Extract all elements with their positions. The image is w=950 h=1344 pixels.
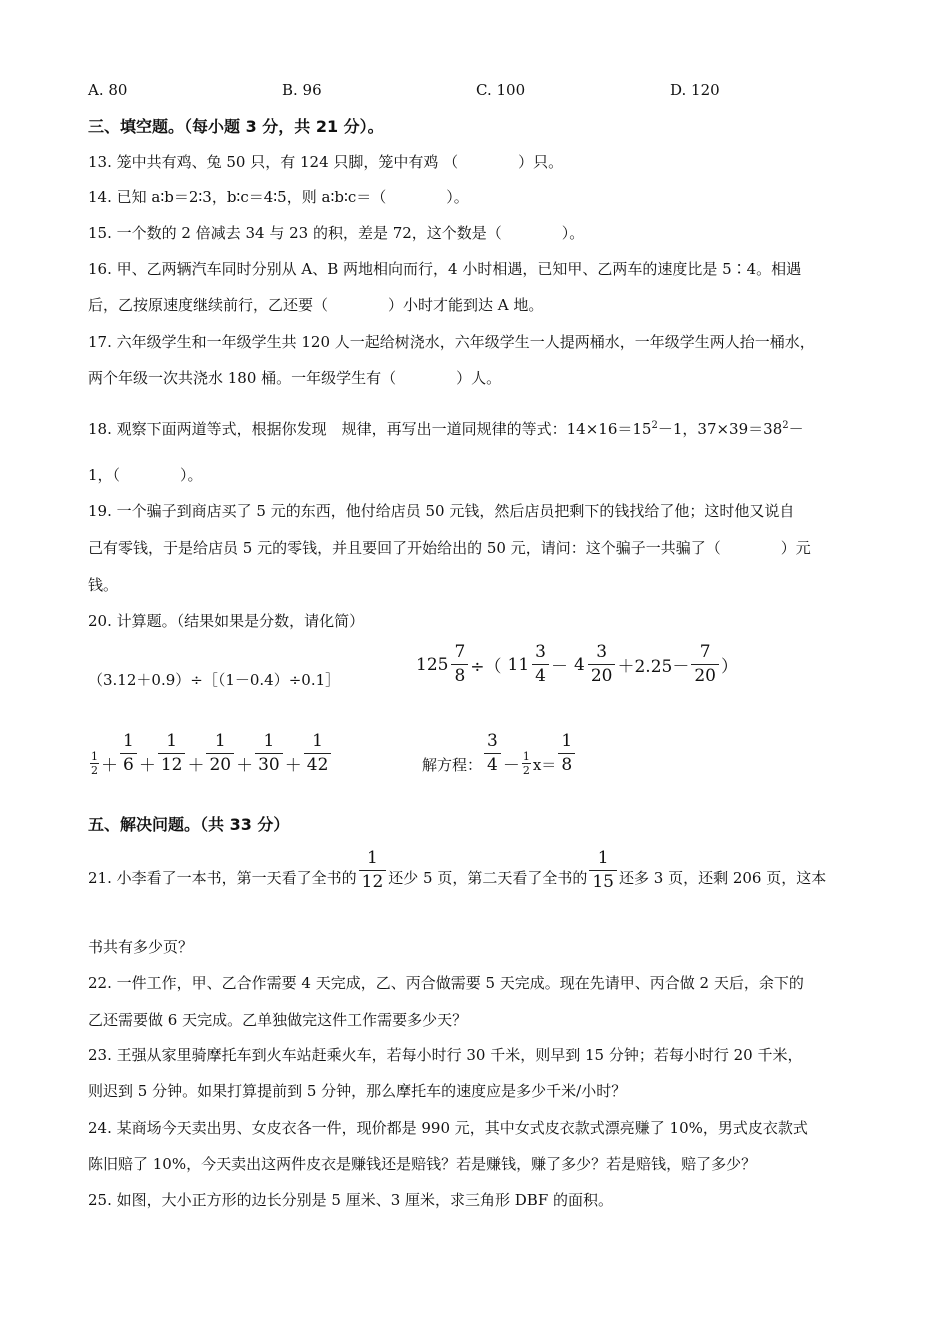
fraction: $\frac{1}{12}$	[359, 850, 387, 891]
question-20: 20. 计算题。（结果如果是分数，请化简）	[88, 612, 365, 630]
question-18-line1	[88, 416, 804, 439]
question-21-line2: 书共有多少页？	[88, 938, 194, 956]
fraction: $\frac{3}{4}$	[532, 644, 549, 685]
fraction: $\frac{1}{8}$	[558, 733, 575, 774]
question-24-line2: 陈旧赔了 10%，今天卖出这两件皮衣是赚钱还是赔钱？若是赚钱，赚了多少？若是赔钱，赔了多少？	[88, 1155, 757, 1173]
fraction: $\frac{1}{15}$	[589, 850, 617, 891]
question-22-line2: 乙还需要做 6 天完成。乙单独做完这件工作需要多少天？	[88, 1011, 468, 1029]
question-14: 14. 已知 a∶b＝2∶3，b∶c＝4∶5，则 a∶b∶c＝（ ）。	[88, 188, 469, 206]
question-23-line1: 23. 王强从家里骑摩托车到火车站赶乘火车，若每小时行 30 千米，则早到 15 分钟；若每小时行 20 千米，	[88, 1046, 803, 1064]
question-25: 25. 如图，大小正方形的边长分别是 5 厘米、3 厘米，求三角形 DBF 的面积。	[88, 1191, 614, 1209]
question-19-line2: 己有零钱，于是给店员 5 元的零钱，并且要回了开始给出的 50 元，请问：这个骗子一共骗了（ ）元	[88, 539, 811, 557]
fraction: $\frac{3}{20}$	[588, 644, 616, 685]
option-a: A. 80	[88, 81, 128, 99]
fraction: $\frac{1}{20}$	[206, 733, 234, 774]
equation	[422, 730, 577, 777]
question-16-line2: 后，乙按原速度继续前行，乙还要（ ）小时才能到达 A 地。	[88, 296, 544, 314]
operator: x＝	[532, 755, 557, 774]
question-19-line3: 钱。	[88, 576, 119, 594]
calc-expression-2	[416, 644, 738, 685]
equation-label: 解方程：	[422, 755, 483, 774]
fraction: $\frac{1}{2}$	[522, 750, 530, 777]
question-23-line2: 则迟到 5 分钟。如果打算提前到 5 分钟，那么摩托车的速度应是多少千米/小时？	[88, 1082, 627, 1100]
mixed-number: 4 $\frac{3}{20}$	[574, 644, 617, 685]
question-18-eq-c: －	[788, 420, 804, 438]
question-18-eq-a: 14×16＝15	[566, 420, 652, 438]
question-17-line1: 17. 六年级学生和一年级学生共 120 人一起给树浇水，六年级学生一人提两桶水，一年级学生两人抬一桶水，	[88, 333, 815, 351]
fraction: $\frac{1}{2}$	[91, 750, 98, 777]
question-19-line1: 19. 一个骗子到商店买了 5 元的东西，他付给店员 50 元钱，然后店员把剩下的钱找给了他；这时他又说自	[88, 502, 795, 520]
mixed-number: 11 $\frac{3}{4}$	[508, 644, 551, 685]
fraction: $\frac{1}{12}$	[158, 733, 186, 774]
option-d: D. 120	[670, 81, 720, 99]
operator: ＋	[187, 756, 205, 776]
option-c: C. 100	[476, 81, 526, 99]
question-13: 13. 笼中共有鸡、兔 50 只，有 124 只脚，笼中有鸡 （ ）只。	[88, 153, 564, 171]
fraction: $\frac{1}{6}$	[120, 733, 137, 774]
operator: －	[551, 657, 568, 677]
question-22-line1: 22. 一件工作，甲、乙合作需要 4 天完成，乙、丙合做需要 5 天完成。现在先请甲、丙合做 2 天后，余下的	[88, 974, 804, 992]
fraction: $\frac{7}{20}$	[691, 644, 719, 685]
operator: ）	[720, 657, 738, 677]
section3-title: 三、填空题。（每小题 3 分，共 21 分）。	[88, 117, 384, 136]
question-18-line2: 1，（ ）。	[88, 466, 203, 484]
question-24-line1: 24. 某商场今天卖出男、女皮衣各一件，现价都是 990 元，其中女式皮衣款式漂亮赚了 10%，男式皮衣款式	[88, 1119, 808, 1137]
operator: ＋	[101, 756, 118, 776]
question-18-eq-b: －1，37×39＝38	[657, 420, 783, 438]
question-17-line2: 两个年级一次共浇水 180 桶。一年级学生有（ ）人。	[88, 369, 502, 387]
operator: ＋2.25－	[617, 657, 690, 677]
question-18-text: 18. 观察下面两道等式，根据你发现 规律，再写出一道同规律的等式：	[88, 420, 567, 438]
question-18-sup1: 2	[651, 420, 658, 431]
calc-expression-1: （3.12＋0.9）÷［（1－0.4）÷0.1］	[88, 671, 341, 689]
fraction: $\frac{3}{4}$	[484, 733, 501, 774]
calc-expression-3	[88, 730, 333, 777]
operator: ＋	[236, 756, 254, 776]
option-b: B. 96	[282, 81, 322, 99]
mixed-number: 125 $\frac{7}{8}$	[416, 644, 470, 685]
operator: ÷（	[470, 657, 502, 677]
operator: ＋	[138, 756, 156, 776]
question-16-line1: 16. 甲、乙两辆汽车同时分别从 A、B 两地相向而行，4 小时相遇，已知甲、乙两车的速度比是 5∶4。相遇	[88, 260, 802, 278]
operator: ＋	[284, 756, 302, 776]
fraction: $\frac{1}{42}$	[304, 733, 332, 774]
question-15: 15. 一个数的 2 倍减去 34 与 23 的积，差是 72，这个数是（ ）。	[88, 224, 585, 242]
fraction: $\frac{7}{8}$	[451, 644, 468, 685]
question-18-sup2: 2	[782, 420, 789, 431]
fraction: $\frac{1}{30}$	[255, 733, 283, 774]
question-21-line1: 21. 小李看了一本书，第一天看了全书的 $\frac{1}{12}$ 还少 5 页，第二天看了全书的 $\frac{1}{15}$ 还多 3 页，还剩 206 页，这本	[88, 848, 827, 892]
section5-title: 五、解决问题。（共 33 分）	[88, 815, 290, 834]
operator: －	[502, 756, 520, 776]
